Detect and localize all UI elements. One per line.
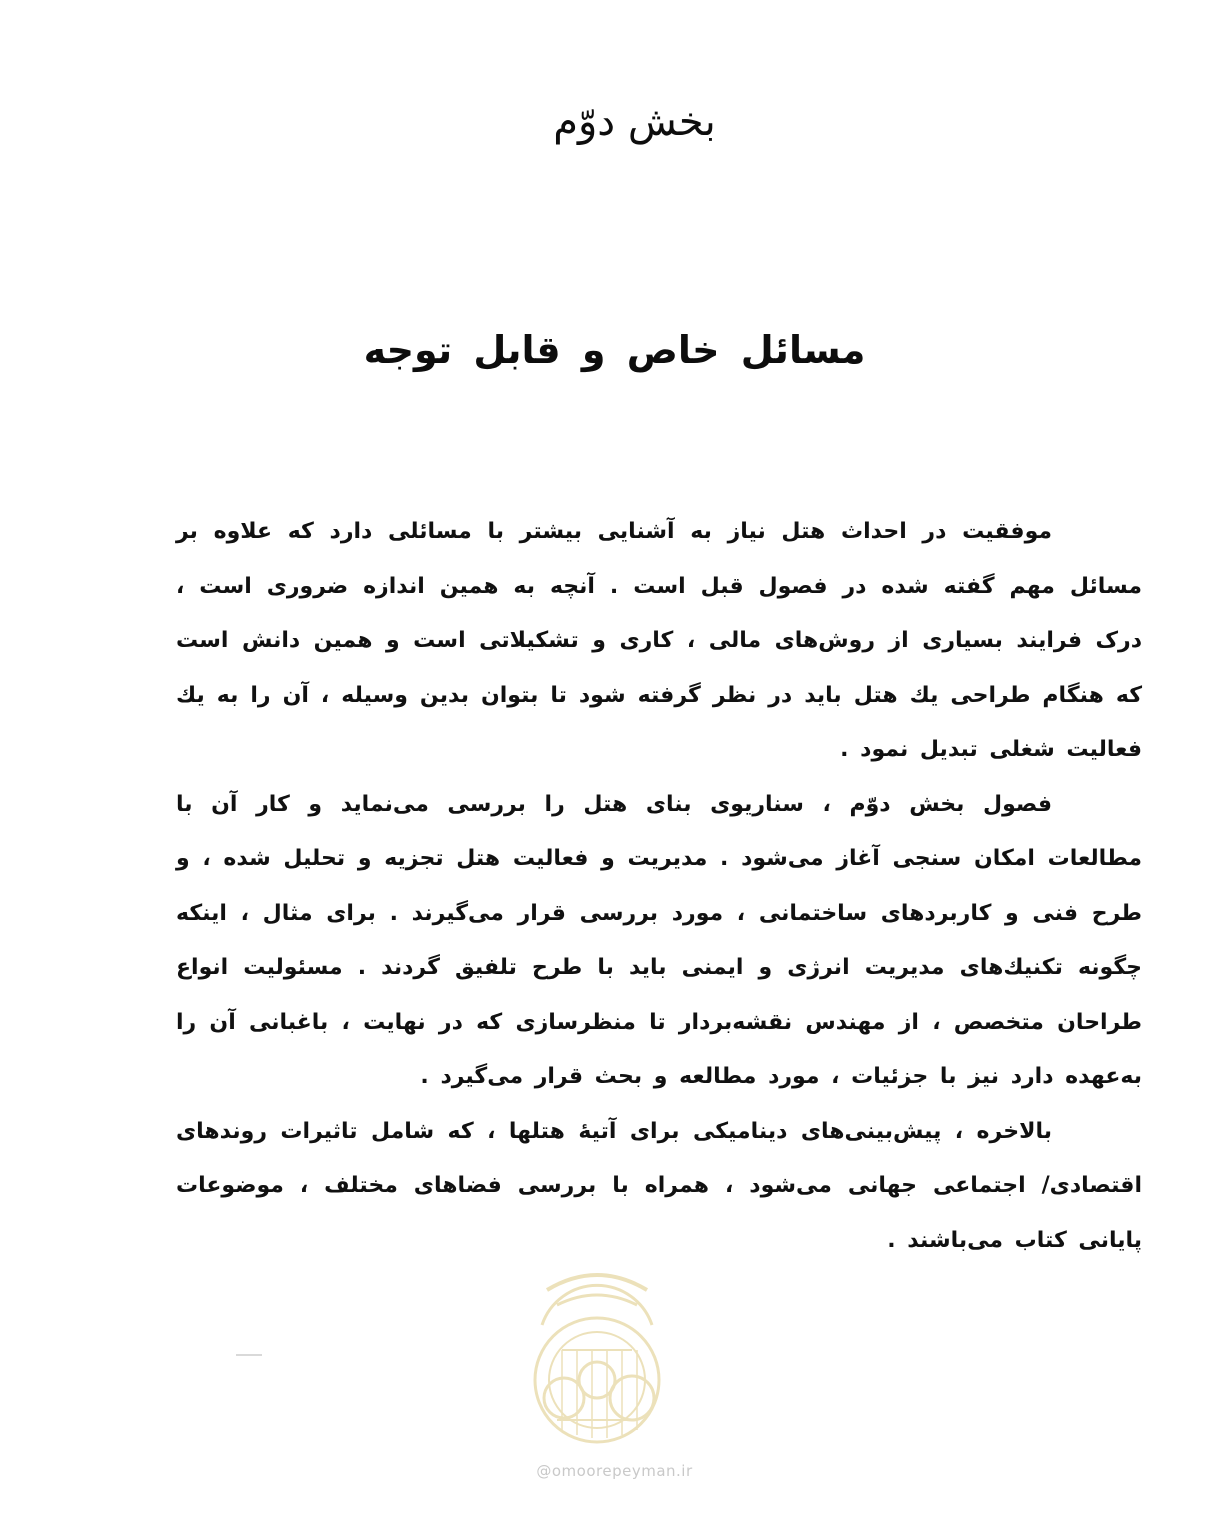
section-heading-text: بخش دوّم [553, 99, 716, 145]
chapter-title: مسائل خاص و قابل توجه [363, 328, 866, 372]
paragraph: موفقیت در احداث هتل نیاز به آشنایی بیشتر با مسائلی دارد که علاوه بر مسائل مهم گفته شده در فصول قبل است . آنچه به همین اندازه ضروری است ، درک فرایند بسیاری از روش‌های مالی ، کاری و تشکیلاتی است و همین دانش است که هنگام طراحی یك هتل باید در نظر گرفته شود تا بتوان بدین وسیله ، آن را به یك فعالیت شغلی تبدیل نمود . [176, 519, 1142, 762]
watermark-seal-icon [502, 1230, 692, 1450]
section-heading [0, 92, 1229, 152]
paragraph: فصول بخش دوّم ، سناریوی بنای هتل را بررسی می‌نماید و کار آن با مطالعات امکان سنجی آغاز می‌شود . مدیریت و فعالیت هتل تجزیه و تحلیل شده ، و طرح فنی و کاربردهای ساختمانی ، مورد بررسی قرار می‌گیرند . برای مثال ، اینکه چگونه تکنیك‌های مدیریت انرژی و ایمنی باید با طرح تلفیق گردند . مسئولیت انواع طراحان متخصص ، از مهندس نقشه‌بردار تا منظرسازی که در نهایت ، باغبانی آن را به‌عهده دارد نیز با جزئیات ، مورد مطالعه و بحث قرار می‌گیرد . [176, 791, 1142, 1089]
paragraph: بالاخره ، پیش‌بینی‌های دینامیکی برای آتیهٔ هتلها ، که شامل تاثیرات روندهای اقتصادی/ اجتماعی جهانی می‌شود ، همراه با بررسی فضاهای مختلف ، موضوعات پایانی کتاب می‌باشند . [176, 1118, 1142, 1253]
scan-mark [236, 1354, 262, 1356]
body-text [176, 505, 1142, 1268]
watermark-text: @omoorepeyman.ir [536, 1462, 693, 1480]
